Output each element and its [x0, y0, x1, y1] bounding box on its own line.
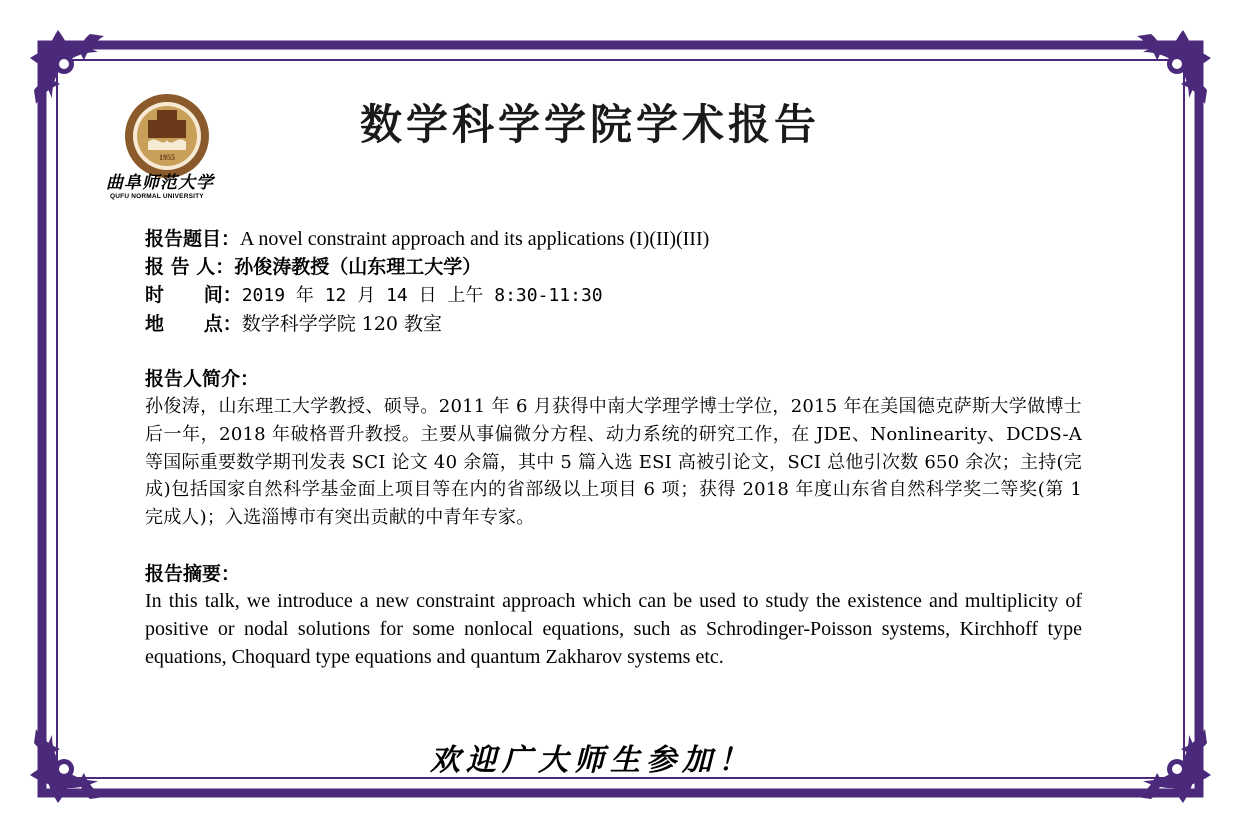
place-value: 数学科学学院 120 教室 [241, 313, 443, 335]
bio-text: 孙俊涛，山东理工大学教授、硕导。2011 年 6 月获得中南大学理学博士学位，2015 年在美国德克萨斯大学做博士后一年，2018 年破格晋升教授。主要从事偏微分方程、动力系统的研究工作，在 JDE、Nonlinearity、DCDS-A 等国际重要数学期刊发表 SCI 论文 40 余篇，其中 5 篇入选 ESI 高被引论文，SCI 总他引次数 650 余次；主持(完成)包括国家自然科学基金面上项目等在内的省部级以上项目 6 项；获得 2018 年度山东省自然科学奖二等奖(第 1 完成人)；入选淄博市有突出贡献的中青年专家。 [145, 396, 1082, 529]
page-title: 数学科学学院学术报告 [360, 100, 821, 149]
welcome-text: 欢迎广大师生参加！ [430, 743, 754, 778]
abstract-heading: 报告摘要： [145, 563, 241, 585]
university-name-cn: 曲阜师范大学 [106, 173, 214, 193]
svg-text:1955: 1955 [159, 153, 175, 162]
bio-heading: 报告人简介： [145, 368, 260, 390]
time-label: 时 间： [145, 284, 242, 306]
abstract-text: In this talk, we introduce a new constraint approach which can be used to study the existence and multiplicity of positive or nodal solutions for some nonlocal equations, such as Schrodinger-Poisson systems, Kirchhoff type equations, Choquard type equations and quantum Zakharov systems etc. [145, 590, 1082, 668]
speaker-row [145, 253, 1085, 281]
time-row [145, 281, 1085, 310]
topic-label: 报告题目： [145, 228, 241, 250]
speaker-label: 报 告 人： [145, 256, 235, 278]
place-label: 地 点： [145, 313, 242, 335]
speaker-value: 孙俊涛教授（山东理工大学） [234, 256, 482, 278]
place-row [145, 310, 1085, 338]
topic-value: A novel constraint approach and its applications (I)(II)(III) [240, 228, 710, 250]
time-value: 2019 年 12 月 14 日 上午 8:30-11:30 [241, 285, 603, 306]
university-name-en: QUFU NORMAL UNIVERSITY [110, 193, 204, 200]
topic-row [145, 225, 1085, 253]
talk-info [145, 225, 1085, 338]
